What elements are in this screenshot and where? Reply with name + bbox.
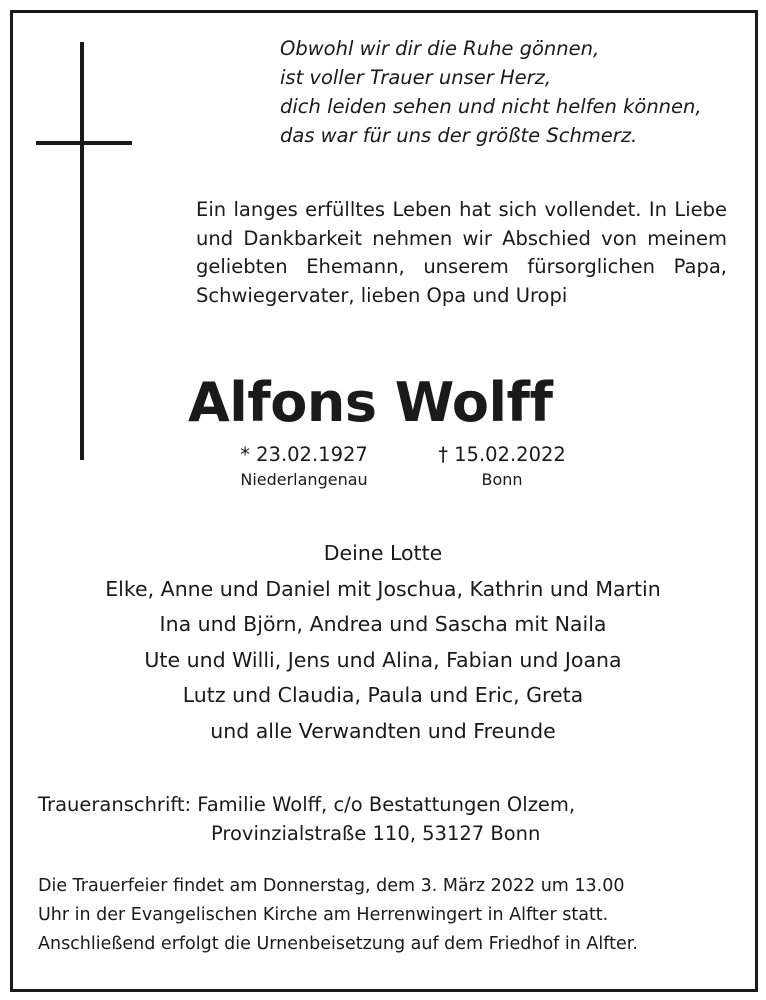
family-line: Elke, Anne und Daniel mit Joschua, Kathrin und Martin	[105, 576, 661, 601]
deceased-name: Alfons Wolff	[188, 371, 553, 434]
family-list	[0, 536, 766, 749]
address-line: Traueranschrift: Familie Wolff, c/o Bestattungen Olzem,	[38, 793, 576, 816]
cross-horizontal-bar	[36, 141, 132, 145]
poem-line: das war für uns der größte Schmerz.	[280, 124, 638, 147]
death-info	[412, 442, 592, 492]
poem	[280, 34, 750, 150]
address-line: Provinzialstraße 110, 53127 Bonn	[211, 822, 541, 845]
poem-line: dich leiden sehen und nicht helfen können,	[280, 95, 702, 118]
birth-info	[214, 442, 394, 492]
service-line: Anschließend erfolgt die Urnenbeisetzung auf dem Friedhof in Alfter.	[38, 934, 638, 954]
poem-line: ist voller Trauer unser Herz,	[280, 66, 552, 89]
intro-text: Ein langes erfülltes Leben hat sich vollendet. In Liebe und Dankbarkeit nehmen wir Abschied von meinem geliebten Ehemann, unserem fürsorglichen Papa, Schwiegervater, lieben Opa und Uropi	[196, 198, 727, 307]
service-line: Die Trauerfeier findet am Donnerstag, dem 3. März 2022 um 13.00	[38, 876, 625, 896]
family-line: und alle Verwandten und Freunde	[210, 718, 556, 743]
family-line: Ina und Björn, Andrea und Sascha mit Naila	[159, 612, 607, 636]
family-line: Lutz und Claudia, Paula und Eric, Greta	[182, 683, 584, 707]
funeral-service-info	[38, 872, 738, 959]
death-place: Bonn	[481, 470, 523, 489]
mourning-address	[38, 790, 738, 848]
service-line: Uhr in der Evangelischen Kirche am Herrenwingert in Alfter statt.	[38, 905, 609, 925]
death-date: † 15.02.2022	[438, 443, 566, 466]
poem-line: Obwohl wir dir die Ruhe gönnen,	[280, 37, 600, 60]
cross-vertical-bar	[80, 42, 84, 460]
birth-date: * 23.02.1927	[240, 443, 368, 466]
family-line: Deine Lotte	[323, 541, 443, 565]
birth-place: Niederlangenau	[240, 470, 368, 489]
family-line: Ute und Willi, Jens und Alina, Fabian und Joana	[144, 647, 622, 672]
